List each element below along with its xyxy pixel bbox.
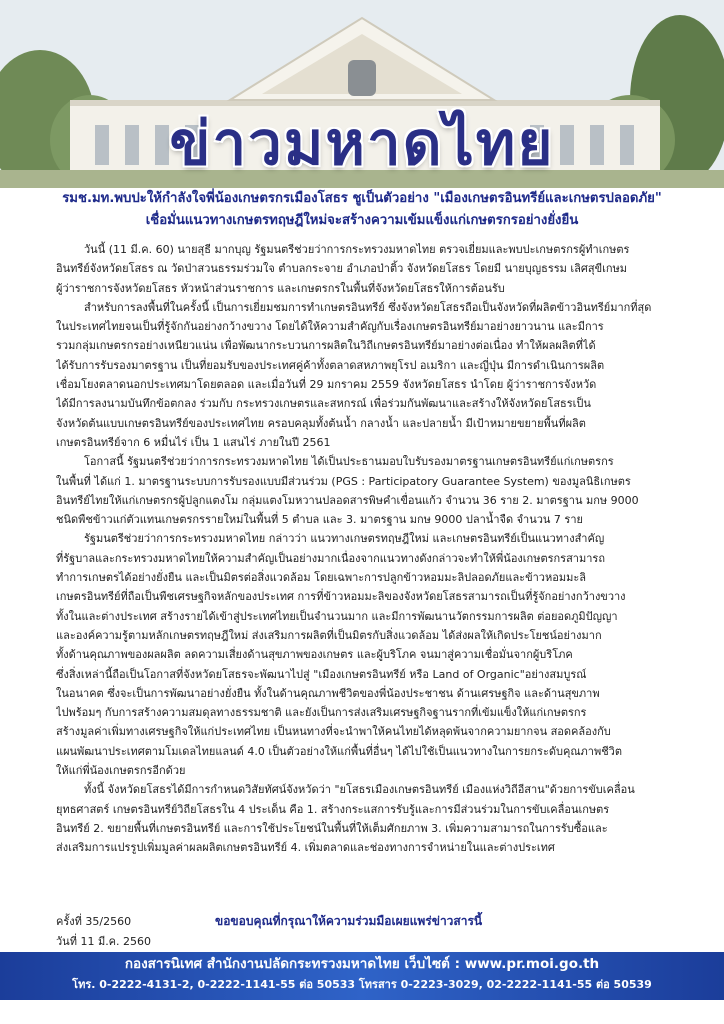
body-line: ทั้งในและต่างประเทศ สร้างรายได้เข้าสู่ประเทศไทยเป็นจำนวนมาก และมีการพัฒนานวัตกรรมการผลิต ต่อยอดภูมิปัญญา [56, 609, 618, 623]
footer-department: กองสารนิเทศ สำนักงานปลัดกระทรวงมหาดไทย เว็บไซต์ : www.pr.moi.go.th [124, 956, 600, 972]
paragraph-3 [56, 452, 672, 529]
headline-line-2: เชื่อมั่นแนวทางเกษตรทฤษฎีใหม่จะสร้างความเข้มแข็งแก่เกษตรกรอย่างยั่งยืน [145, 213, 579, 228]
body-line: วันนี้ (11 มี.ค. 60) นายสุธี มากบุญ รัฐมนตรีช่วยว่าการกระทรวงมหาดไทย ตรวจเยี่ยมและพบปะเกษตรกรผู้ทำเกษตร [84, 243, 630, 256]
body-line: ทั้งด้านคุณภาพของผลผลิต ลดความเสี่ยงด้านสุขภาพของเกษตร และผู้บริโภค จนมาสู่ความเชื่อมั่นจากผู้บริโภค [56, 648, 573, 662]
body-line: ที่รัฐบาลและกระทรวงมหาดไทยให้ความสำคัญเป็นอย่างมากเนื่องจากแนวทางดังกล่าวจะทำให้พี่น้องเกษตรกรสามารถ [56, 551, 605, 565]
body-line: เกษตรอินทรีย์จาก 6 หมื่นไร่ เป็น 1 แสนไร่ ภายในปี 2561 [56, 435, 331, 449]
body-line: ในพื้นที่ ได้แก่ 1. มาตรฐานระบบการรับรองแบบมีส่วนร่วม (PGS : Participatory Guarantee System) ของมูลนิธิเกษตร [56, 474, 631, 488]
body-line: ทั้งนี้ จังหวัดยโสธรได้มีการกำหนดวิสัยทัศน์จังหวัดว่า "ยโสธรเมืองเกษตรอินทรีย์ เมืองแห่งวิถีอีสาน"ด้วยการขับเคลื่อน [84, 783, 635, 797]
body-line: รัฐมนตรีช่วยว่าการกระทรวงมหาดไทย กล่าวว่า แนวทางเกษตรทฤษฎีใหม่ และเกษตรอินทรีย์เป็นแนวทางสำคัญ [84, 532, 605, 546]
body-line: อินทรีย์จังหวัดยโสธร ณ วัดป่าสวนธรรมร่วมใจ ตำบลกระจาย อำเภอป่าติ้ว จังหวัดยโสธร โดยมี นายบุญธรรม เลิศสุขีเกษม [56, 262, 628, 276]
body-line: ได้มีการลงนามบันทึกข้อตกลง ร่วมกับ กระทรวงเกษตรและสหกรณ์ เพื่อร่วมกันพัฒนาและสร้างให้จังหวัดยโสธรเป็น [56, 397, 591, 411]
body-line: อินทรีย์ 2. ขยายพื้นที่เกษตรอินทรีย์ และการใช้ประโยชน์ในพื้นที่ให้เต็มศักยภาพ 3. เพิ่มความสามารถในการรับซื้อและ [56, 821, 608, 835]
body-line: ผู้ว่าราชการจังหวัดยโสธร หัวหน้าส่วนราชการ และเกษตรกรในพื้นที่จังหวัดยโสธรให้การต้อนรับ [56, 281, 505, 295]
body-line: อินทรีย์ไทยให้แก่เกษตรกรผู้ปลูกแตงโม กลุ่มแตงโมหวานปลอดสารพิษคำเขื่อนแก้ว จำนวน 36 ราย 2. มาตรฐาน มกษ 9000 [56, 493, 639, 507]
body-line: สร้างมูลค่าเพิ่มทางเศรษฐกิจให้แก่ประเทศไทย เป็นหนทางที่จะนำพาให้คนไทยได้หลุดพ้นจากความยากจน สอดคล้องกับ [56, 725, 611, 739]
body-line: จังหวัดต้นแบบเกษตรอินทรีย์ของประเทศไทย ครอบคลุมทั้งต้นน้ำ กลางน้ำ และปลายน้ำ มีเป้าหมายขยายพื้นที่ผลิต [56, 416, 586, 430]
body-line: ซึ่งสิ่งเหล่านี้ถือเป็นโอกาสที่จังหวัดยโสธรจะพัฒนาไปสู่ "เมืองเกษตรอินทรีย์ หรือ Land of Organic"อย่างสมบูรณ์ [56, 667, 587, 681]
body-line: โอกาสนี้ รัฐมนตรีช่วยว่าการกระทรวงมหาดไทย ได้เป็นประธานมอบใบรับรองมาตรฐานเกษตรอินทรีย์แก่เกษตรกร [84, 455, 614, 469]
body-line: สำหรับการลงพื้นที่ในครั้งนี้ เป็นการเยี่ยมชมการทำเกษตรอินทรีย์ ซึ่งจังหวัดยโสธรถือเป็นจังหวัดที่ผลิตข้าวอินทรีย์มากที่สุด [84, 300, 652, 314]
footer-bar [0, 952, 724, 1000]
paragraph-2 [56, 298, 672, 452]
body-line: ในประเทศไทยจนเป็นที่รู้จักกันอย่างกว้างขวาง โดยได้ให้ความสำคัญกับเรื่องเกษตรอินทรีย์มาอย่างยาวนาน และมีการ [56, 320, 604, 334]
body-line: ไปพร้อมๆ กับการสร้างความสมดุลทางธรรมชาติ และยังเป็นการส่งเสริมเศรษฐกิจฐานรากที่เข้มแข็งให้แก่เกษตรกร [56, 706, 587, 720]
body-line: ส่งเสริมการแปรรูปเพิ่มมูลค่าผลผลิตเกษตรอินทรีย์ 4. เพิ่มตลาดและช่องทางการจำหน่ายในและต่างประเทศ [56, 841, 555, 855]
issue-info [56, 912, 151, 952]
body-line: แผนพัฒนาประเทศตามโมเดลไทยแลนด์ 4.0 เป็นตัวอย่างให้แก่พื้นที่อื่นๆ ได้ไปใช้เป็นแนวทางในการยกระดับคุณภาพชีวิต [56, 744, 623, 758]
body-line: รวมกลุ่มเกษตรกรอย่างเหนียวแน่น เพื่อพัฒนากระบวนการผลิตในวิถีเกษตรอินทรีย์มาอย่างต่อเนื่อง ทำให้ผลผลิตที่ได้ [56, 339, 596, 353]
body-line: ให้แก่พี่น้องเกษตรกรอีกด้วย [56, 764, 186, 778]
body-line: ได้รับการรับรองมาตรฐาน เป็นที่ยอมรับของประเทศคู่ค้าทั้งตลาดสหภาพยุโรป อเมริกา และญี่ปุ่น มีการดำเนินการผลิต [56, 358, 605, 372]
body-line: เกษตรอินทรีย์ที่ถือเป็นพืชเศรษฐกิจหลักของประเทศ การที่ข้าวหอมมะลิของจังหวัดยโสธรสามารถเป็นที่รู้จักอย่างกว้างขวาง [56, 590, 626, 604]
paragraph-5 [56, 780, 672, 857]
news-headline [20, 188, 704, 232]
footer-contact: โทร. 0-2222-4131-2, 0-2222-1141-55 ต่อ 50533 โทรสาร 0-2223-3029, 02-2222-1141-55 ต่อ 50539 [72, 978, 652, 991]
headline-line-1: รมช.มท.พบปะให้กำลังใจพี่น้องเกษตรกรเมืองโสธร ชูเป็นตัวอย่าง "เมืองเกษตรอินทรีย์และเกษตรปลอดภัย" [62, 191, 662, 206]
body-line: ยุทธศาสตร์ เกษตรอินทรีย์วิถียโสธรใน 4 ประเด็น คือ 1. สร้างกระแสการรับรู้และการมีส่วนร่วมในการขับเคลื่อนเกษตร [56, 802, 610, 816]
newsletter-title: ข่าวมหาดไทย [169, 109, 555, 179]
issue-number: ครั้งที่ 35/2560 [56, 915, 132, 928]
body-line: เชื่อมโยงตลาดนอกประเทศมาโดยตลอด และเมื่อวันที่ 29 มกราคม 2559 จังหวัดยโสธร นำโดย ผู้ว่าราชการจังหวัด [56, 378, 597, 392]
issue-date: วันที่ 11 มี.ค. 2560 [56, 935, 152, 948]
body-line: ในอนาคต ซึ่งจะเป็นการพัฒนาอย่างยั่งยืน ทั้งในด้านคุณภาพชีวิตของพี่น้องประชาชน ด้านเศรษฐกิจ และด้านสุขภาพ [56, 686, 600, 700]
paragraph-4 [56, 529, 672, 780]
article-body [56, 240, 672, 858]
thanks-note: ขอขอบคุณที่กรุณาให้ความร่วมมือเผยแพร่ข่าวสารนี้ [215, 914, 483, 928]
body-line: และองค์ความรู้ตามหลักเกษตรทฤษฎีใหม่ ส่งเสริมการผลิตที่เป็นมิตรกับสิ่งแวดล้อม ได้ส่งผลให้เกิดประโยชน์อย่างมาก [56, 628, 602, 642]
body-line: ทำการเกษตรได้อย่างยั่งยืน และเป็นมิตรต่อสิ่งแวดล้อม โดยเฉพาะการปลูกข้าวหอมมะลิปลอดภัยและข้าวหอมมะลิ [56, 571, 586, 585]
header-banner [0, 0, 724, 188]
paragraph-1 [56, 240, 672, 298]
body-line: ชนิดพืชข้าวแก่ตัวแทนเกษตรกรรายใหม่ในพื้นที่ 5 ตำบล และ 3. มาตรฐาน มกษ 9000 ปลาน้ำจืด จำนวน 7 ราย [56, 513, 583, 527]
